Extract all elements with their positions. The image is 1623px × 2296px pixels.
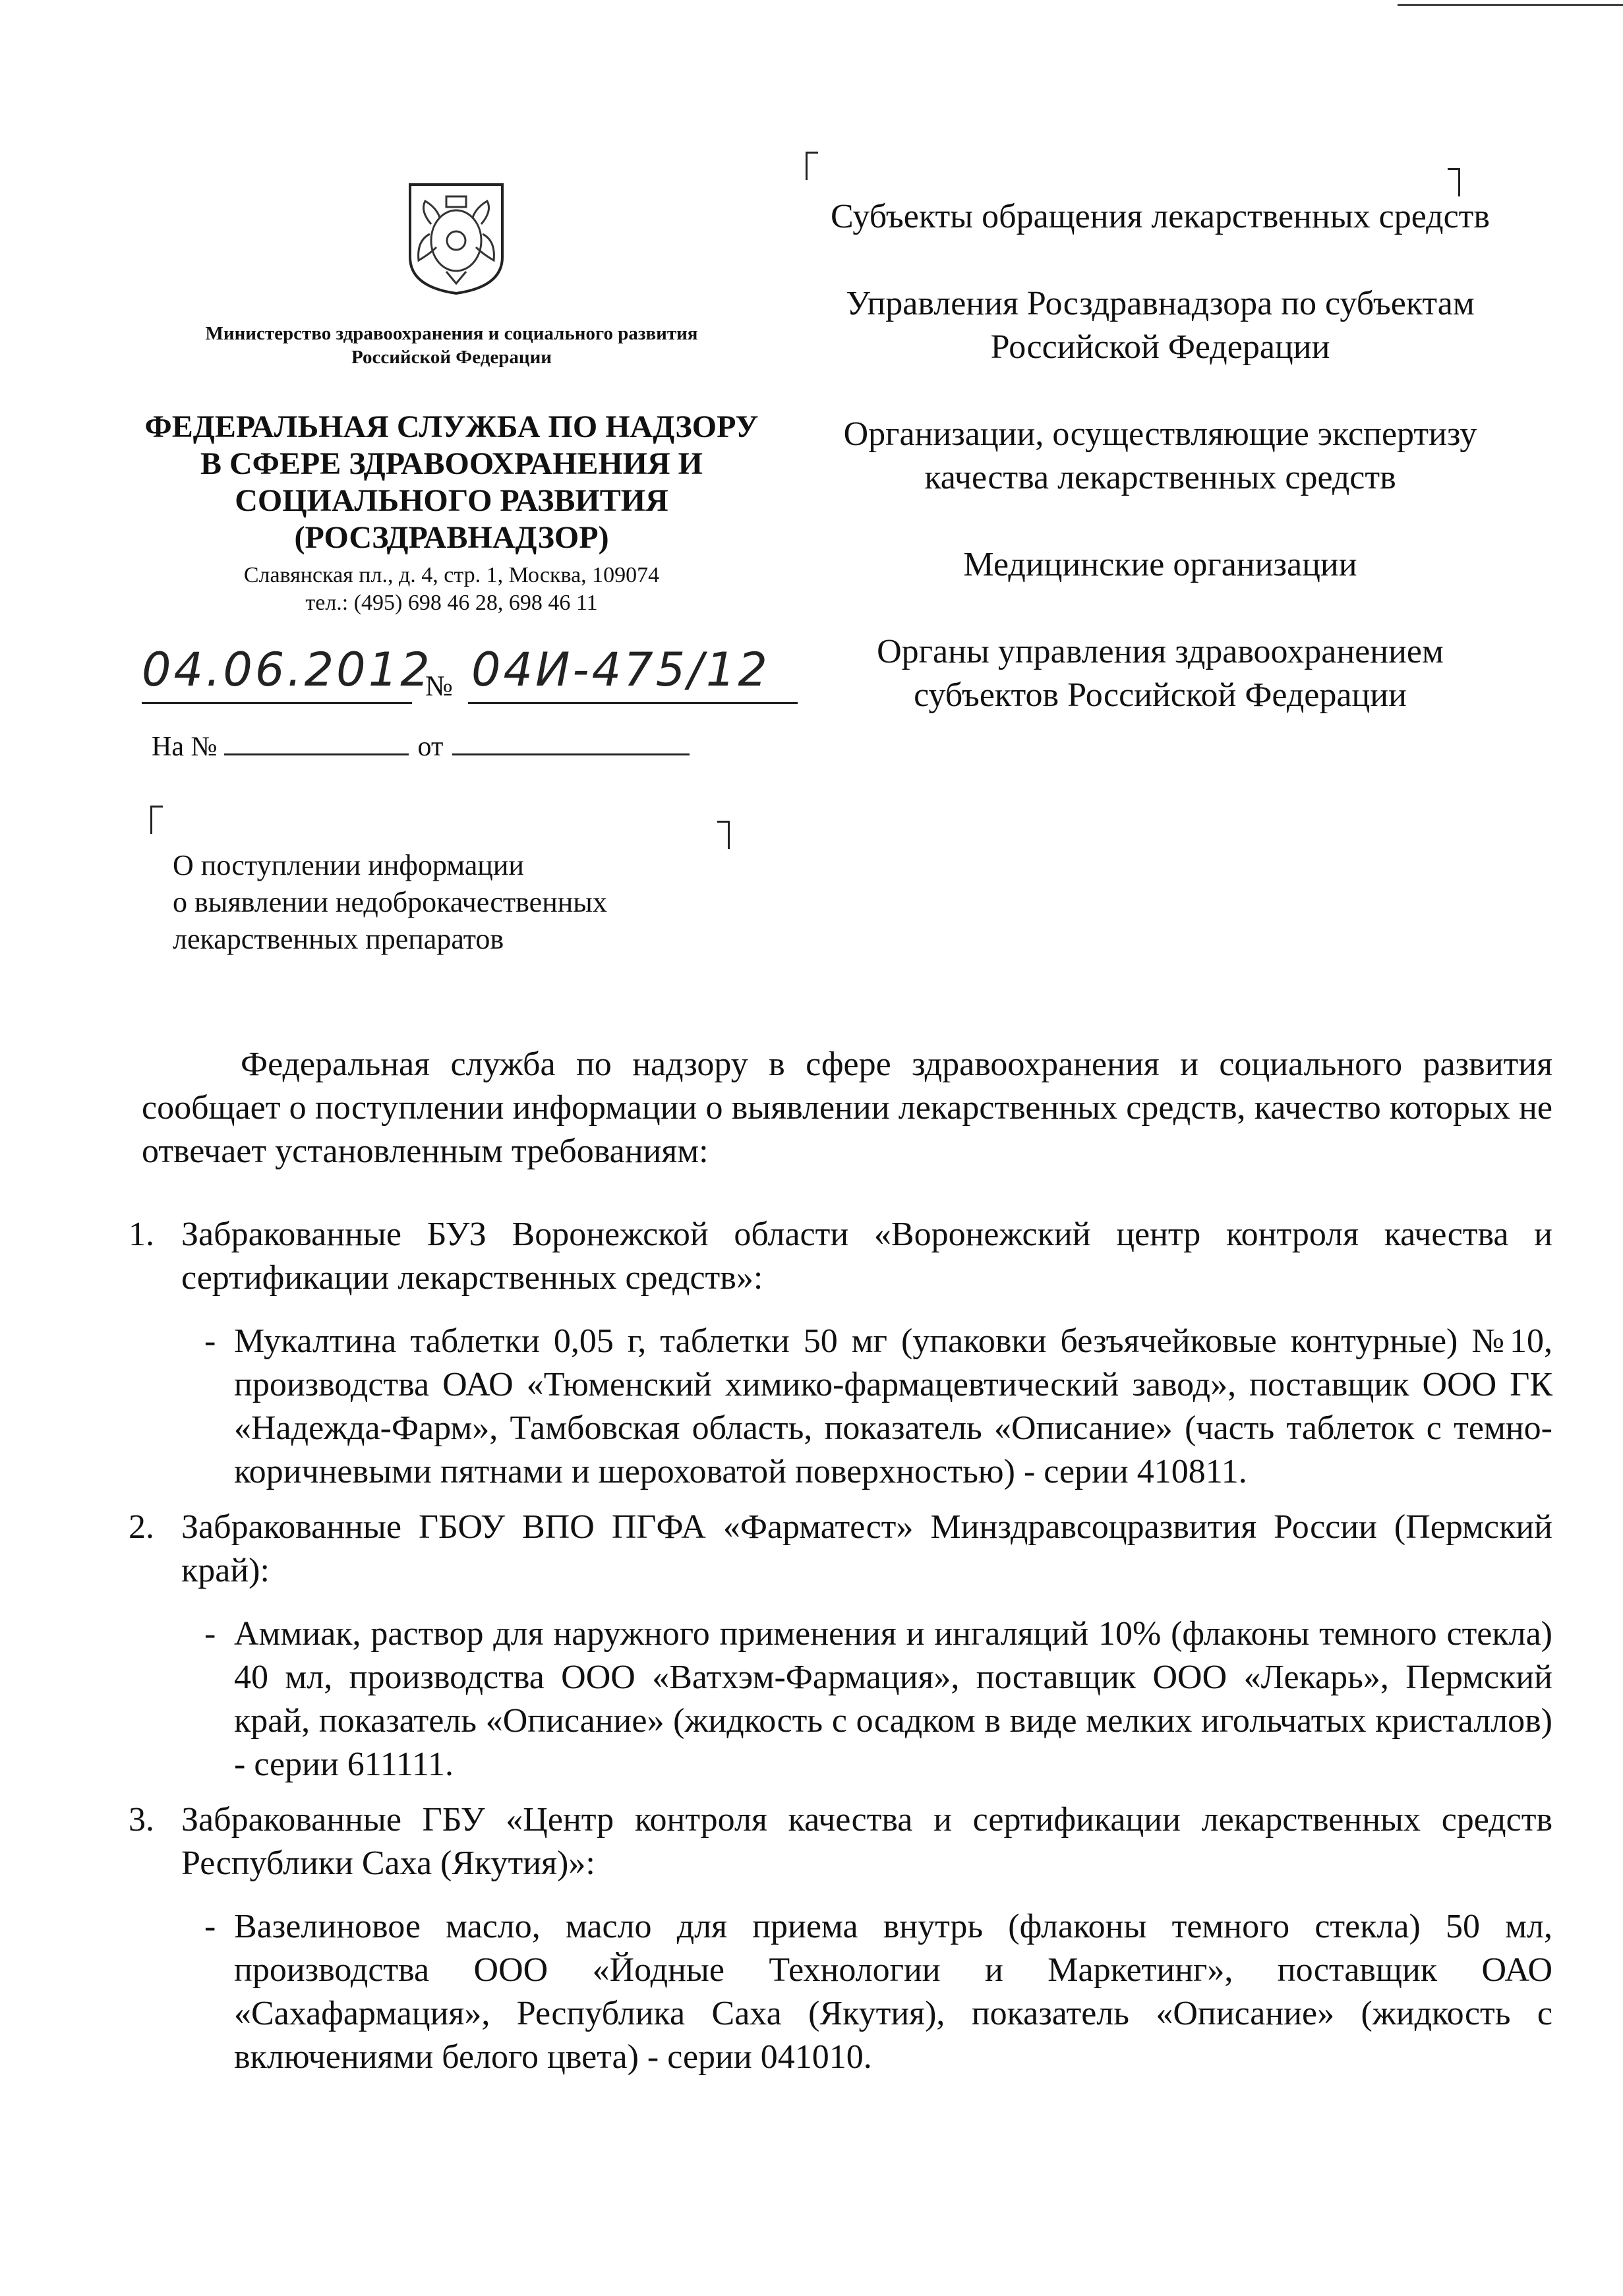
subject-line: лекарственных препаратов [173, 923, 504, 955]
addressee-item: Медицинские организации [963, 546, 1357, 583]
item-title: Забракованные ГБОУ ВПО ПГФА «Фарматест» Минздравсоцразвития России (Пермский край): [181, 1508, 1552, 1589]
dash-marker: - [204, 1615, 216, 1653]
letter-subject [173, 847, 766, 958]
double-headed-eagle-icon [400, 178, 512, 297]
numbered-item [129, 1506, 1552, 1593]
date-underline [142, 702, 412, 704]
numbered-item [129, 1798, 1552, 1885]
item-number: 3. [129, 1801, 154, 1839]
coat-of-arms-emblem [400, 178, 512, 297]
item-detail [142, 1320, 1552, 1494]
dash-marker: - [204, 1908, 216, 1945]
addressee-bracket-right [1448, 168, 1460, 196]
item-detail [142, 1612, 1552, 1786]
item-detail-text: Мукалтина таблетки 0,05 г, таблетки 50 мг (упаковки безъячейковые контурные) №10, производства ОАО «Тюменский химико-фармацевтический завод», поставщик ООО ГК «Надежда-Фарм», Тамбовская область, показатель «Описание» (часть таблеток с темно-коричневыми пятнами и шероховатой поверхностью) - серии 410811. [234, 1322, 1552, 1490]
subject-line: о выявлении недоброкачественных [173, 886, 607, 918]
handwritten-date: 04.06.2012 [142, 643, 432, 697]
item-detail-text: Вазелиновое масло, масло для приема внутрь (флаконы темного стекла) 50 мл, производства ООО «Йодные Технологии и Маркетинг», поставщик ОАО «Сахафармация», Республика Саха (Якутия), показатель «Описание» (жидкость с включениями белого цвета) - серии 041010. [234, 1908, 1552, 2076]
handwritten-number: 04И-475/12 [471, 643, 770, 697]
ref-from-label: от [417, 732, 444, 762]
item-number: 2. [129, 1508, 154, 1546]
addressee-item: Субъекты обращения лекарственных средств [831, 198, 1490, 235]
subject-bracket-left [150, 806, 163, 834]
addressee-item: Организации, осуществляющие экспертизу качества лекарственных средств [843, 415, 1477, 496]
number-sign: № [425, 670, 453, 702]
item-detail-text: Аммиак, раствор для наружного применения и ингаляций 10% (флаконы темного стекла) 40 мл, производства ООО «Ватхэм-Фармация», поставщик ООО «Лекарь», Пермский край, показатель «Описание» (жидкость с осадком в виде мелких игольчатых кристаллов) - серии 611111. [234, 1615, 1552, 1783]
addressee-item: Управления Росздравнадзора по субъектам Российской Федерации [846, 285, 1475, 366]
service-name: ФЕДЕРАЛЬНАЯ СЛУЖБА ПО НАДЗОРУ В СФЕРЕ ЗДРАВООХРАНЕНИЯ И СОЦИАЛЬНОГО РАЗВИТИЯ (РОСЗДРАВНАДЗОР) [144, 409, 759, 555]
dash-marker: - [204, 1322, 216, 1360]
subject-line: О поступлении информации [173, 849, 524, 881]
address-line: Славянская пл., д. 4, стр. 1, Москва, 109074 [243, 563, 660, 587]
number-underline [468, 702, 798, 704]
phone-line: тел.: (495) 698 46 28, 698 46 11 [305, 591, 598, 615]
ref-number-blank [224, 731, 409, 755]
reference-line [152, 730, 745, 763]
addressee-item: Органы управления здравоохранением субъектов Российской Федерации [877, 633, 1444, 714]
registration-line [142, 643, 801, 722]
ref-label: На № [152, 732, 218, 762]
address-block [165, 562, 738, 617]
item-number: 1. [129, 1216, 154, 1253]
numbered-item [129, 1213, 1552, 1300]
addressee-list [831, 195, 1490, 761]
item-title: Забракованные ГБУ «Центр контроля качества и сертификации лекарственных средств Республики Саха (Якутия)»: [181, 1801, 1552, 1882]
ministry-name: Министерство здравоохранения и социального развития Российской Федерации [205, 323, 698, 368]
ref-date-blank [452, 731, 690, 755]
top-edge-rule [1398, 4, 1623, 6]
item-detail [142, 1905, 1552, 2079]
item-title: Забракованные БУЗ Воронежской области «Воронежский центр контроля качества и сертификации лекарственных средств»: [181, 1216, 1552, 1297]
subject-bracket-right [717, 821, 730, 849]
intro-paragraph: Федеральная служба по надзору в сфере здравоохранения и социального развития сообщает о поступлении информации о выявлении лекарственных средств, качество которых не отвечает установленным требованиям: [142, 1045, 1552, 1170]
addressee-bracket-left [806, 152, 818, 180]
letter-body [129, 1043, 1552, 2091]
